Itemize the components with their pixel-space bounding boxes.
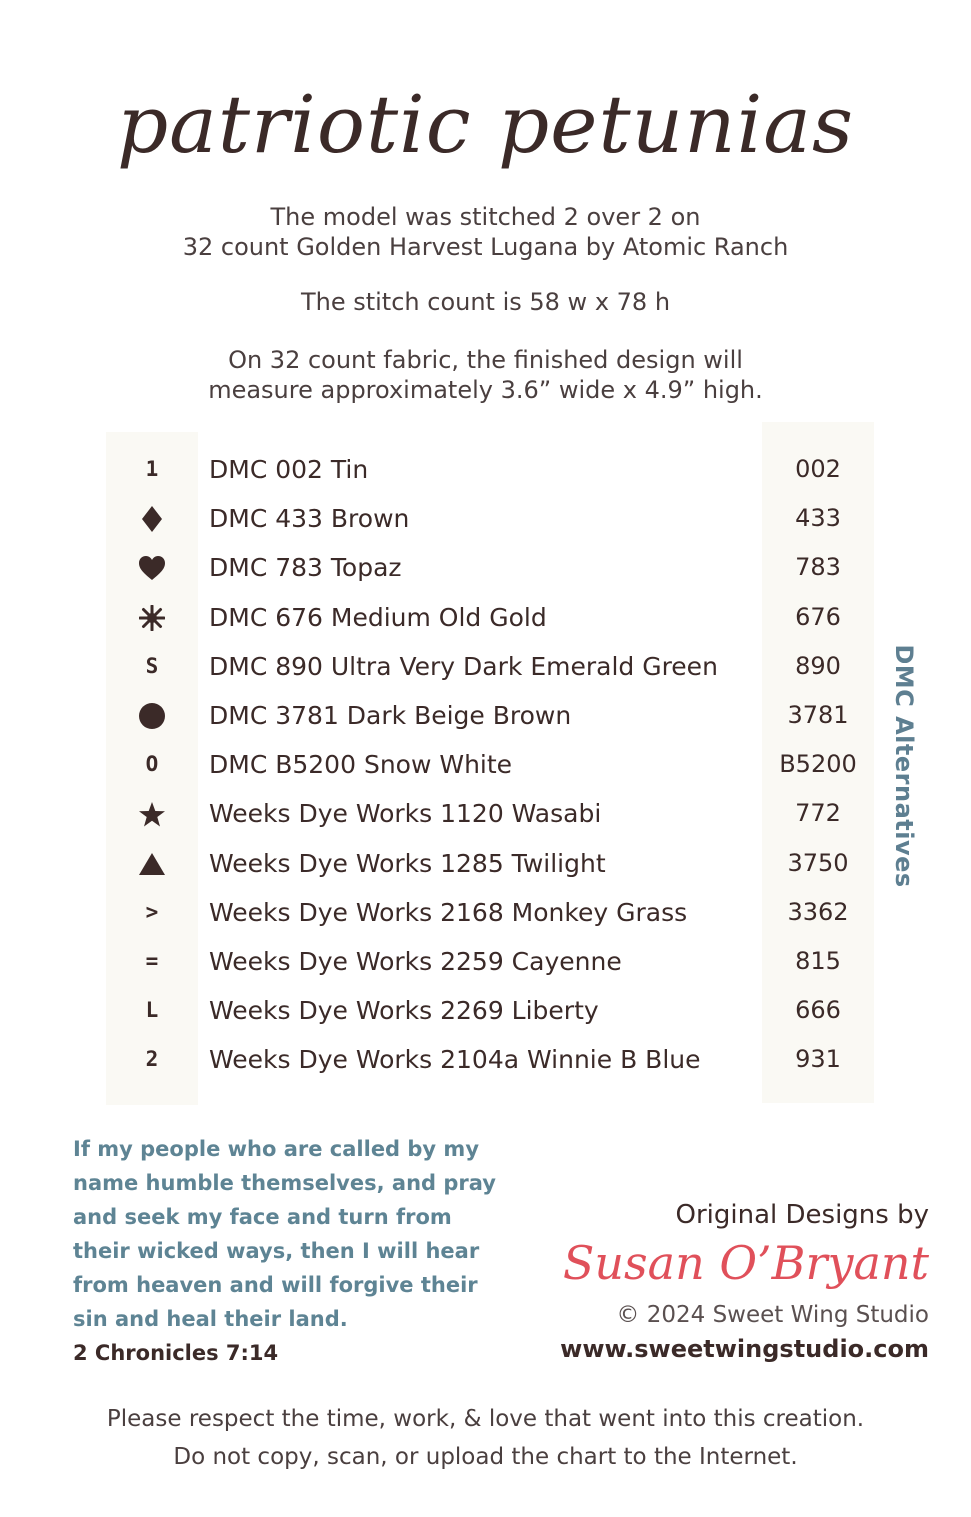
- designer-credit-line: Original Designs by: [675, 1200, 929, 1230]
- thread-row: [106, 543, 874, 592]
- footer-notice-line-2: Do not copy, scan, or upload the chart to the Internet.: [173, 1444, 798, 1470]
- circle-icon: [106, 691, 198, 740]
- thread-name: Weeks Dye Works 2104a Winnie B Blue: [209, 1045, 701, 1075]
- stitch-count: The stitch count is 58 w x 78 h: [300, 288, 671, 316]
- dmc-alternative-code: 3362: [787, 897, 849, 926]
- thread-row: [106, 445, 874, 494]
- fabric-info-line-1: The model was stitched 2 over 2 on: [270, 203, 701, 231]
- thread-row: [106, 593, 874, 642]
- bible-verse: If my people who are called by my name humble themselves, and pray and seek my face and turn from their wicked ways, then I will hear from heaven and will forgive their sin and heal their land.: [73, 1137, 496, 1331]
- verse-reference: 2 Chronicles 7:14: [73, 1341, 279, 1365]
- dmc-alternative-code: 890: [795, 651, 841, 680]
- dmc-alternative-code: 676: [795, 602, 841, 631]
- thread-name: Weeks Dye Works 2269 Liberty: [209, 996, 599, 1026]
- thread-row: [106, 986, 874, 1035]
- thread-row: [106, 494, 874, 543]
- designer-signature: Susan O’Bryant: [562, 1236, 929, 1290]
- dmc-alternative-code: 3781: [787, 700, 849, 729]
- thread-name: Weeks Dye Works 1285 Twilight: [209, 848, 606, 878]
- dmc-alternatives-label: DMC Alternatives: [890, 644, 918, 888]
- thread-name: DMC 676 Medium Old Gold: [209, 602, 547, 632]
- dmc-alternative-code: 931: [795, 1045, 841, 1074]
- thread-row: [106, 937, 874, 986]
- finished-size-info: [0, 345, 971, 405]
- finished-size-line-2: measure approximately 3.6” wide x 4.9” high.: [208, 376, 763, 404]
- thread-key-list: [106, 445, 874, 1084]
- dmc-alternative-code: B5200: [779, 750, 857, 779]
- dmc-alternative-code: 3750: [787, 848, 849, 877]
- dmc-alternative-code: 002: [795, 455, 841, 483]
- finished-size-line-1: On 32 count fabric, the finished design will: [228, 346, 743, 374]
- thread-name: DMC B5200 Snow White: [209, 750, 513, 780]
- diamond-icon: [106, 494, 198, 543]
- dmc-alternative-code: 666: [795, 996, 841, 1025]
- thread-name: DMC 890 Ultra Very Dark Emerald Green: [209, 651, 718, 681]
- thread-symbol: 1: [145, 457, 159, 481]
- thread-name: DMC 783 Topaz: [209, 553, 402, 583]
- thread-symbol: 2: [145, 1047, 159, 1072]
- thread-name: Weeks Dye Works 1120 Wasabi: [209, 799, 602, 829]
- footer-notice-line-1: Please respect the time, work, & love that went into this creation.: [106, 1406, 865, 1432]
- heart-icon: [106, 543, 198, 592]
- dmc-alternative-code: 783: [795, 553, 841, 582]
- thread-row: [106, 888, 874, 937]
- fabric-info-line-2: 32 count Golden Harvest Lugana by Atomic Ranch: [182, 233, 789, 261]
- starburst-icon: [106, 593, 198, 642]
- thread-row: [106, 839, 874, 888]
- fabric-info: [0, 202, 971, 262]
- thread-row: [106, 691, 874, 740]
- dmc-alternative-code: 433: [795, 504, 841, 533]
- thread-name: DMC 433 Brown: [209, 504, 410, 534]
- thread-symbol: O: [145, 752, 159, 777]
- thread-row: [106, 642, 874, 691]
- thread-row: [106, 740, 874, 789]
- dmc-alternative-code: 772: [795, 799, 841, 828]
- thread-symbol: L: [145, 998, 159, 1023]
- thread-name: Weeks Dye Works 2168 Monkey Grass: [209, 897, 688, 927]
- dmc-alternative-code: 815: [795, 946, 841, 975]
- thread-symbol: S: [145, 653, 159, 678]
- thread-row: [106, 789, 874, 838]
- thread-row: [106, 1035, 874, 1084]
- pattern-title: patriotic petunias: [116, 78, 855, 171]
- thread-symbol: =: [145, 948, 159, 973]
- website-link[interactable]: www.sweetwingstudio.com: [560, 1335, 929, 1363]
- thread-symbol: >: [145, 899, 159, 924]
- star-icon: [106, 789, 198, 838]
- thread-name: DMC 3781 Dark Beige Brown: [209, 700, 572, 730]
- thread-name: Weeks Dye Works 2259 Cayenne: [209, 946, 622, 976]
- thread-name: DMC 002 Tin: [209, 455, 369, 484]
- triangle-icon: [106, 839, 198, 888]
- copyright-notice: © 2024 Sweet Wing Studio: [616, 1302, 929, 1328]
